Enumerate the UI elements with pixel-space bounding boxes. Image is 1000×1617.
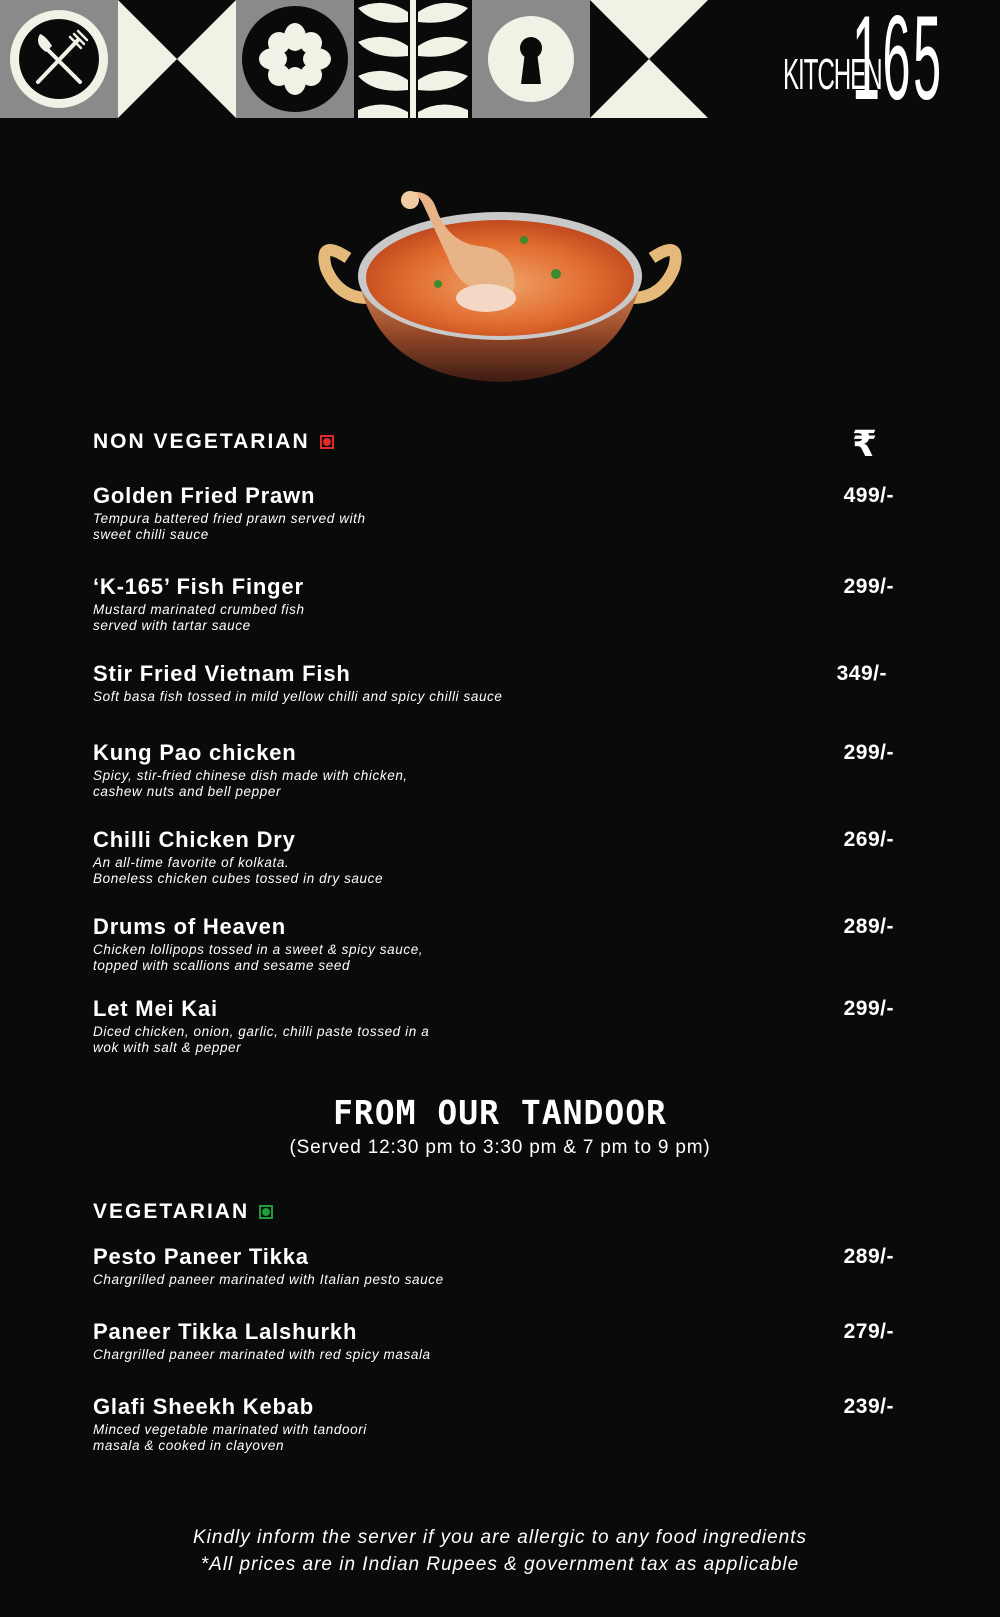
menu-item [93, 574, 903, 634]
rupee-icon: ₹ [852, 424, 878, 465]
item-name: Let Mei Kai [93, 996, 218, 1021]
menu-item [93, 740, 903, 800]
item-price: 499/- [843, 484, 894, 507]
item-name: Paneer Tikka Lalshurkh [93, 1319, 358, 1344]
item-price: 239/- [843, 1395, 894, 1418]
item-description: Minced vegetable marinated with tandoori masala & cooked in clayoven [93, 1422, 367, 1453]
item-description: Diced chicken, onion, garlic, chilli paste tossed in a wok with salt & pepper [93, 1024, 430, 1055]
veg-section-title [93, 1200, 273, 1224]
item-price: 299/- [843, 741, 894, 764]
item-price: 349/- [836, 662, 887, 685]
item-name: Golden Fried Prawn [93, 483, 316, 508]
item-description: An all-time favorite of kolkata. Boneless chicken cubes tossed in dry sauce [93, 855, 384, 886]
item-price: 279/- [843, 1320, 894, 1343]
brand-number: 165 [852, 0, 944, 125]
allergy-notice: Kindly inform the server if you are allergic to any food ingredients [193, 1527, 807, 1548]
keyhole-icon [472, 0, 590, 118]
flower-icon [236, 0, 354, 118]
nonveg-title-text: NON VEGETARIAN [93, 430, 310, 453]
leaf-branch-icon [354, 0, 472, 118]
curry-dish-illustration [318, 188, 682, 388]
item-description: Spicy, stir-fried chinese dish made with chicken, cashew nuts and bell pepper [93, 768, 408, 799]
item-price: 299/- [843, 997, 894, 1020]
tandoor-section-title: FROM OUR TANDOOR [333, 1093, 667, 1132]
hourglass-pattern-icon [590, 0, 708, 118]
item-description: Chargrilled paneer marinated with Italian pesto sauce [93, 1272, 444, 1287]
menu-item [93, 914, 903, 974]
menu-item [93, 483, 903, 543]
menu-item [93, 827, 903, 887]
decorative-banner [0, 0, 710, 118]
item-description: Tempura battered fried prawn served with sweet chilli sauce [93, 511, 366, 542]
item-price: 269/- [843, 828, 894, 851]
item-description: Mustard marinated crumbed fish served with tartar sauce [93, 602, 305, 633]
item-description: Chicken lollipops tossed in a sweet & spicy sauce, topped with scallions and sesame seed [93, 942, 424, 973]
brand-logo [780, 0, 980, 125]
item-name: Chilli Chicken Dry [93, 827, 296, 852]
item-price: 289/- [843, 915, 894, 938]
veg-mark-icon [259, 1205, 273, 1219]
item-name: Kung Pao chicken [93, 740, 297, 765]
nonveg-mark-icon [320, 435, 334, 449]
item-name: ‘K-165’ Fish Finger [93, 574, 304, 599]
price-notice: *All prices are in Indian Rupees & government tax as applicable [200, 1554, 800, 1575]
item-name: Drums of Heaven [93, 914, 286, 939]
item-name: Glafi Sheekh Kebab [93, 1394, 315, 1419]
menu-item [93, 1394, 903, 1454]
brand-word: KITCHEN [783, 50, 882, 99]
fork-knife-icon [0, 0, 118, 118]
item-description: Soft basa fish tossed in mild yellow chilli and spicy chilli sauce [93, 689, 503, 704]
hourglass-pattern-icon [118, 0, 236, 118]
tandoor-serving-hours: (Served 12:30 pm to 3:30 pm & 7 pm to 9 pm) [289, 1137, 711, 1158]
veg-title-text: VEGETARIAN [93, 1200, 250, 1223]
menu-item [93, 1244, 903, 1288]
item-description: Chargrilled paneer marinated with red spicy masala [93, 1347, 431, 1362]
menu-item [93, 996, 903, 1056]
item-name: Stir Fried Vietnam Fish [93, 661, 351, 686]
nonveg-section-title [93, 430, 334, 454]
menu-item [93, 661, 903, 705]
item-name: Pesto Paneer Tikka [93, 1244, 309, 1269]
menu-item [93, 1319, 903, 1363]
item-price: 289/- [843, 1245, 894, 1268]
item-price: 299/- [843, 575, 894, 598]
